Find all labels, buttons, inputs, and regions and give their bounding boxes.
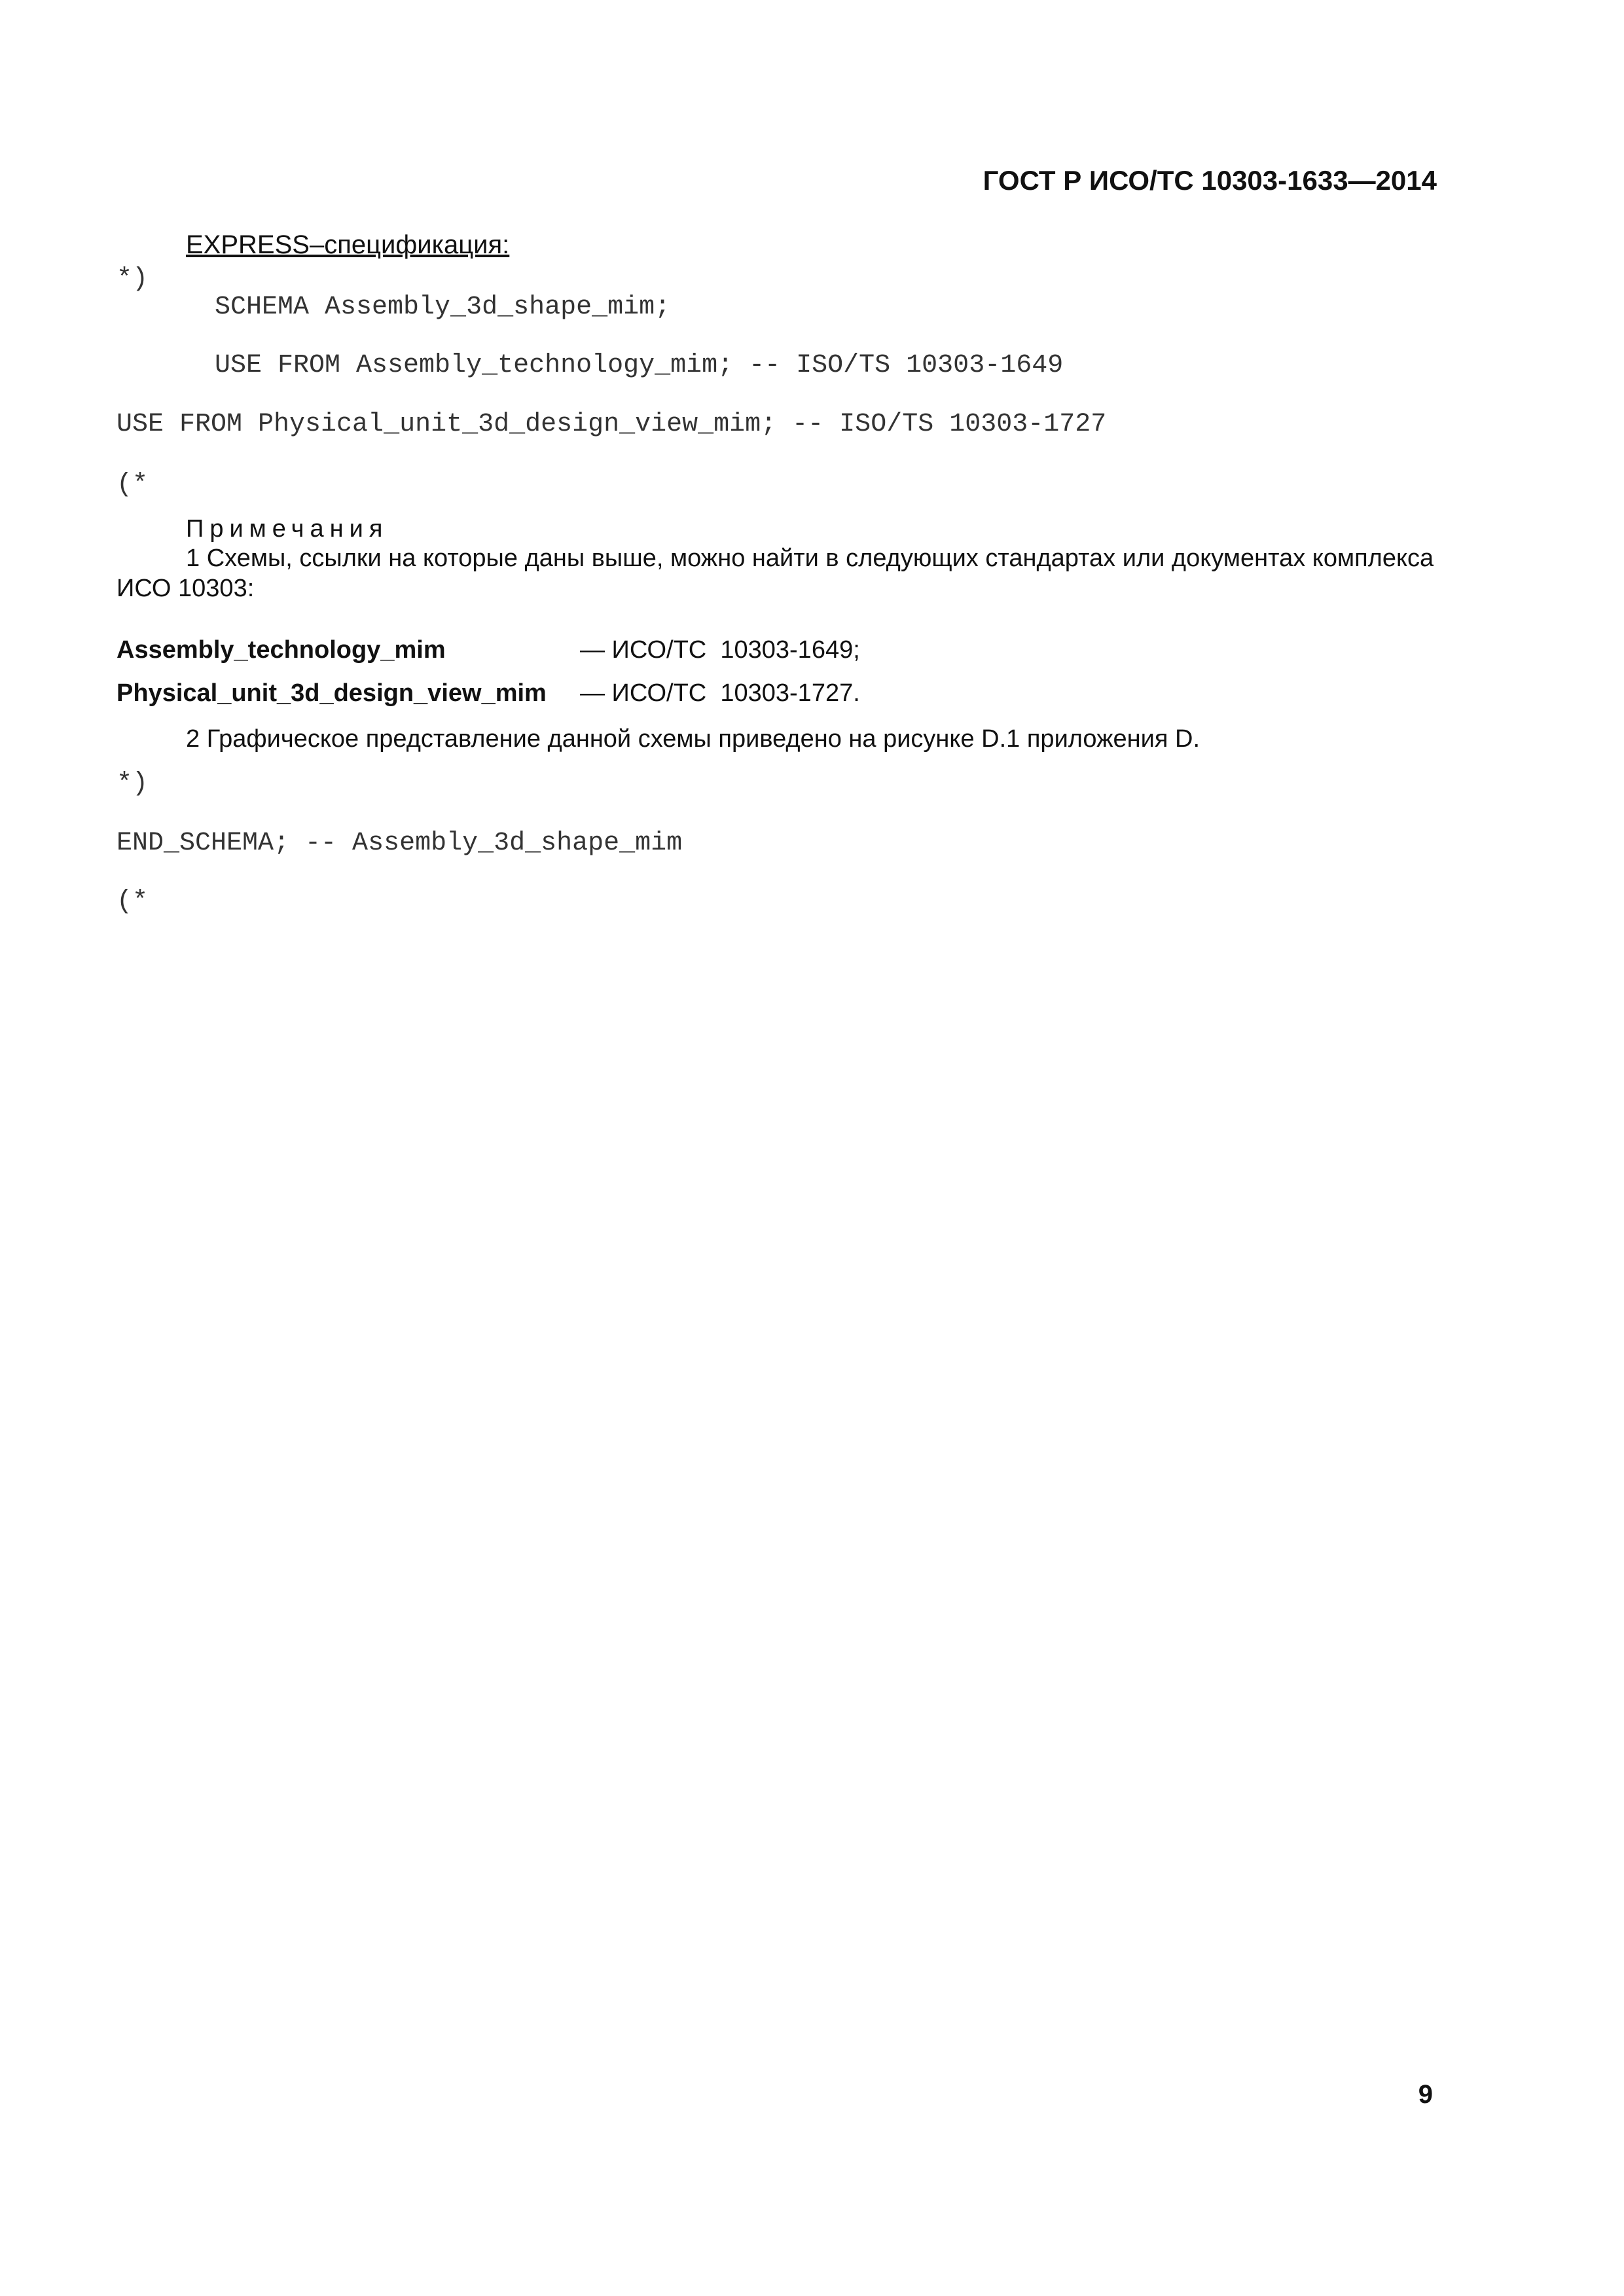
reference-name: Assembly_technology_mim	[117, 636, 446, 664]
reference-value: — ИСО/ТС 10303-1727.	[580, 679, 860, 707]
note-2: 2 Графическое представление данной схемы приведено на рисунке D.1 приложения D.	[186, 725, 1200, 753]
document-header: ГОСТ Р ИСО/ТС 10303-1633—2014	[983, 165, 1437, 196]
comment-open: (*	[117, 470, 149, 499]
comment-open: (*	[117, 887, 149, 916]
schema-declaration: SCHEMA Assembly_3d_shape_mim;	[215, 293, 671, 322]
note-1: 1 Схемы, ссылки на которые даны выше, можно найти в следующих стандартах или документах комплекса ИСО 10303:	[117, 545, 1434, 602]
page-number: 9	[1418, 2080, 1433, 2109]
comment-close: *)	[117, 264, 149, 294]
reference-name: Physical_unit_3d_design_view_mim	[117, 679, 547, 707]
use-from-line: USE FROM Assembly_technology_mim; -- ISO/TS 10303-1649	[215, 351, 1064, 380]
express-heading: EXPRESS–спецификация:	[186, 230, 510, 259]
notes-title: Примечания	[186, 515, 389, 543]
end-schema-line: END_SCHEMA; -- Assembly_3d_shape_mim	[117, 829, 683, 858]
reference-value: — ИСО/ТС 10303-1649;	[580, 636, 860, 664]
comment-close: *)	[117, 769, 149, 798]
use-from-line: USE FROM Physical_unit_3d_design_view_mim; -- ISO/TS 10303-1727	[117, 410, 1107, 439]
